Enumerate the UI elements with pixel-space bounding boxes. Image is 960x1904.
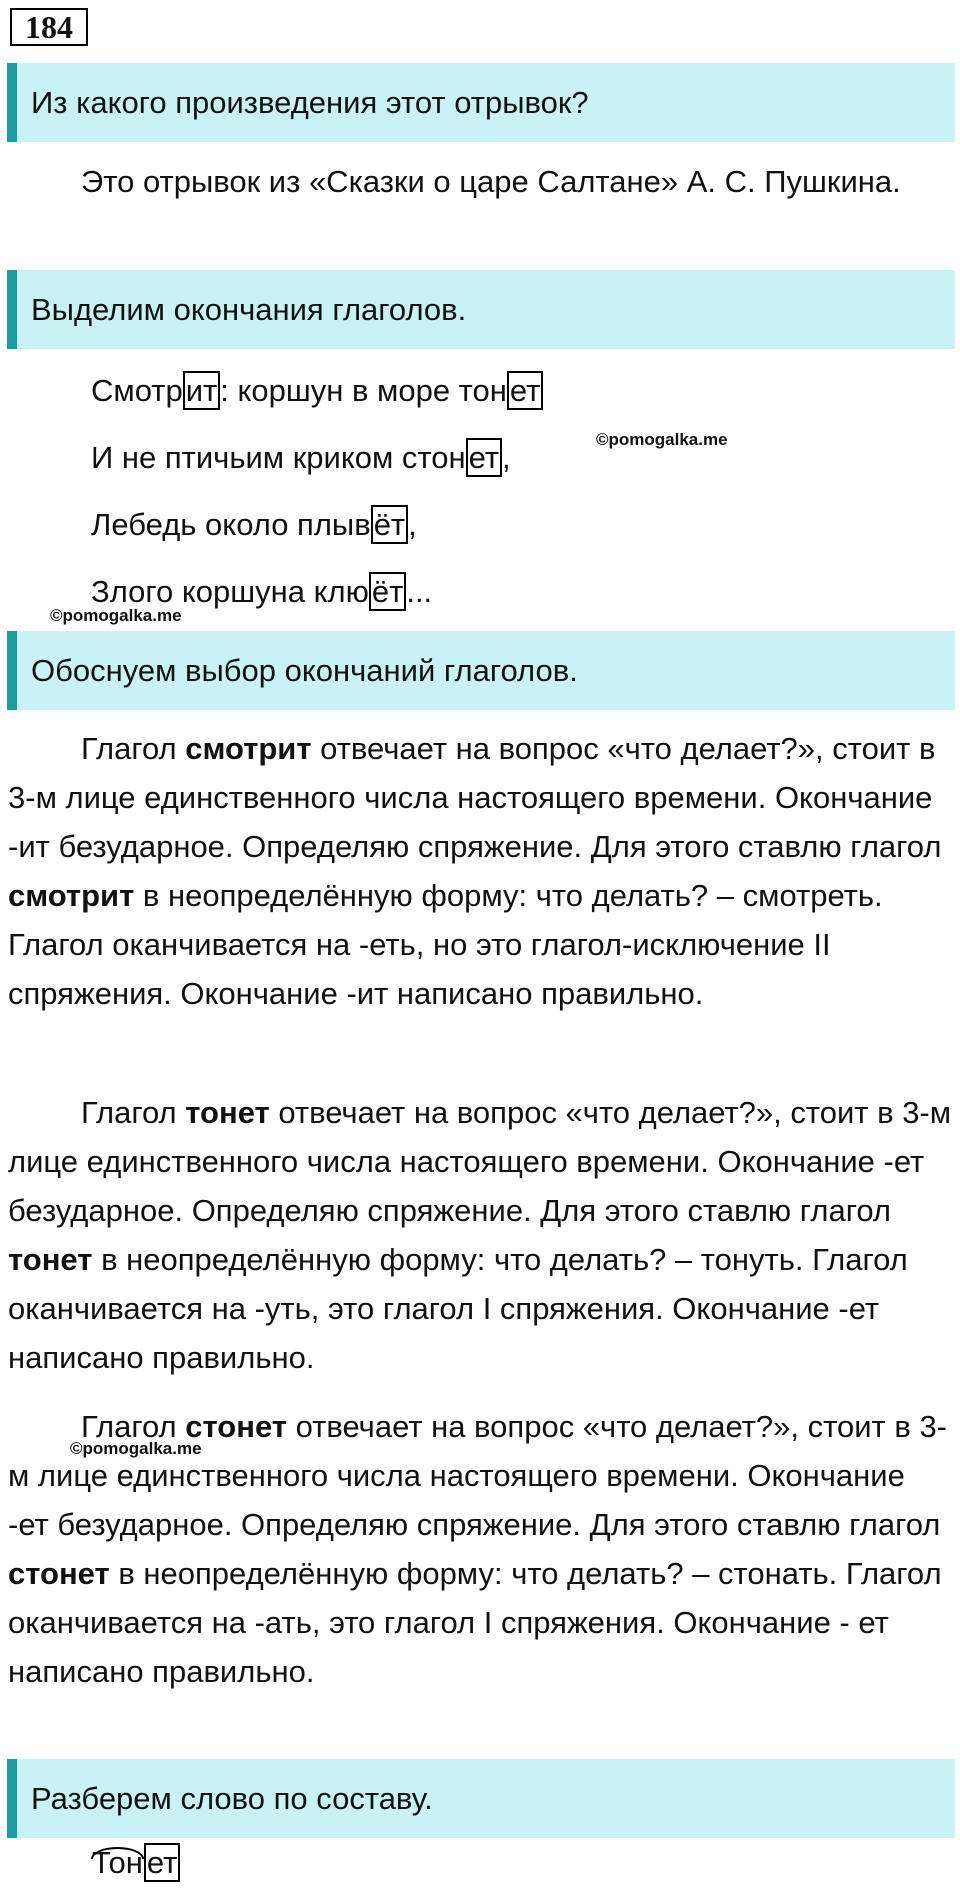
text-run: отвечает на вопрос «что делает?», стоит в 3-м лице единственного числа настоящего времени. Окончание -ет безударное. Определяю спряжение. Для этого ставлю глагол — [8, 1409, 948, 1542]
text-run: отвечает на вопрос «что делает?», стоит в 3-м лице единственного числа настоящего времени. Окончание -ит безударное. Определяю спряжение. Для этого ставлю глагол — [8, 731, 942, 864]
watermark: ©pomogalka.me — [70, 1439, 202, 1458]
poem-stem: И не птичьим криком стон — [91, 440, 466, 475]
poem-line-3 — [91, 503, 417, 547]
answer-source-text: Это отрывок из «Сказки о царе Салтане» А. С. Пушкина. — [81, 164, 901, 199]
poem-line-1 — [91, 369, 543, 413]
text-run: отвечает на вопрос «что делает?», стоит в 3-м лице единственного числа настоящего времени. Окончание -ет безударное. Определяю спряжение. Для этого ставлю глагол — [8, 1095, 952, 1228]
ending-box: ит — [183, 371, 221, 410]
bold-verb: смотрит — [8, 878, 135, 913]
ending-box: ёт — [369, 572, 406, 611]
section-title-justify: Обоснуем выбор окончаний глаголов. — [7, 631, 955, 710]
text-run: Глагол — [81, 1409, 186, 1444]
poem-stem: Смотр — [91, 373, 183, 408]
text-run: Глагол — [81, 1095, 186, 1130]
ending-box: ет — [466, 438, 502, 477]
bold-verb: смотрит — [185, 731, 312, 766]
bold-verb: стонет — [185, 1409, 287, 1444]
text-run: в неопределённую форму: что делать? – смотреть. Глагол оканчивается на -еть, но это глагол-исключение II спряжения. Окончание -ит написано правильно. — [8, 878, 883, 1011]
text-run: Глагол — [81, 731, 186, 766]
poem-punct: , — [408, 507, 417, 542]
bold-verb: тонет — [8, 1242, 93, 1277]
poem-stem: Лебедь около плыв — [91, 507, 371, 542]
section-title-source: Из какого произведения этот отрывок? — [7, 63, 955, 142]
paragraph-smotrit — [8, 724, 953, 1018]
section-title-endings: Выделим окончания глаголов. — [7, 270, 955, 349]
poem-punct: ... — [406, 574, 433, 609]
bold-verb: стонет — [8, 1556, 110, 1591]
poem-punct: , — [502, 440, 511, 475]
bold-verb: тонет — [185, 1095, 270, 1130]
ending-box: ет — [507, 371, 543, 410]
paragraph-tonet — [8, 1088, 953, 1382]
text-run: в неопределённую форму: что делать? – стонать. Глагол оканчивается на -ать, это глагол I спряжения. Окончание - ет написано правильно. — [8, 1556, 942, 1689]
ending-box: ёт — [371, 505, 408, 544]
section-title-morphology: Разберем слово по составу. — [7, 1759, 955, 1838]
poem-line-2 — [91, 436, 511, 480]
poem-stem: Злого коршуна клю — [91, 574, 369, 609]
root-arc: Тон — [91, 1843, 144, 1883]
word-morphology — [91, 1843, 180, 1883]
text-run: в неопределённую форму: что делать? – тонуть. Глагол оканчивается на -уть, это глагол I спряжения. Окончание -ет написано правильно. — [8, 1242, 908, 1375]
ending-box: ет — [144, 1843, 180, 1882]
task-number: 184 — [10, 8, 88, 46]
poem-stem: : коршун в море тон — [220, 373, 507, 408]
watermark: ©pomogalka.me — [596, 430, 728, 449]
watermark: ©pomogalka.me — [50, 606, 182, 625]
